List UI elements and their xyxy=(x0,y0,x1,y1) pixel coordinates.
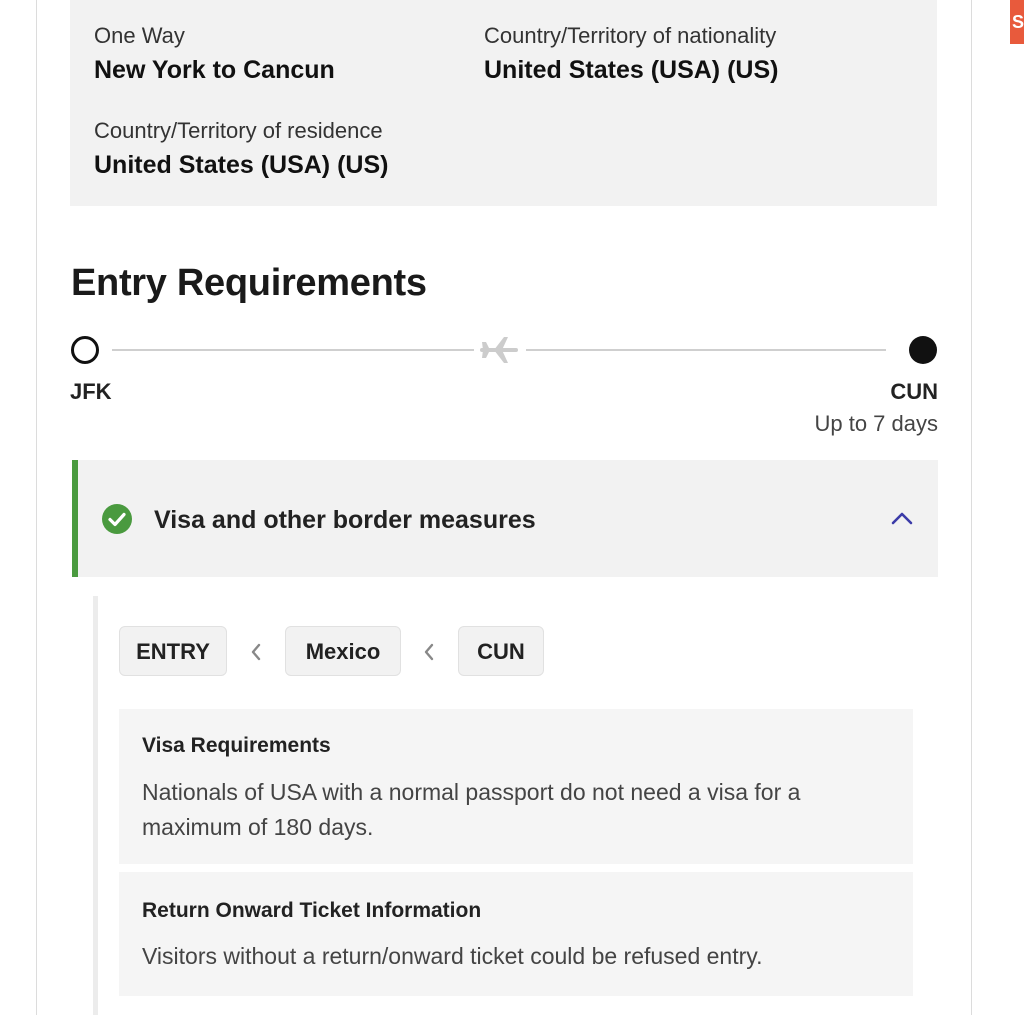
card-body: Visitors without a return/onward ticket could be refused entry. xyxy=(142,943,763,969)
chevron-left-icon xyxy=(423,642,435,662)
card-body: Nationals of USA with a normal passport do not need a visa for a maximum of 180 days. xyxy=(142,779,801,840)
route-line-right xyxy=(526,349,886,351)
origin-code: JFK xyxy=(70,379,112,404)
check-circle-icon xyxy=(102,504,132,534)
visa-border-accordion[interactable] xyxy=(72,460,938,577)
stay-duration: Up to 7 days xyxy=(814,411,938,436)
trip-summary xyxy=(70,0,937,206)
nationality-label: Country/Territory of nationality xyxy=(484,23,777,48)
nationality-value: United States (USA) (US) xyxy=(484,56,779,84)
airplane-icon xyxy=(480,334,518,366)
nationality-block xyxy=(484,22,778,86)
residence-label: Country/Territory of residence xyxy=(94,118,383,143)
card-title: Return Onward Ticket Information xyxy=(142,899,482,922)
trip-type-label: One Way xyxy=(94,23,185,48)
trip-route-value: New York to Cancun xyxy=(94,56,335,84)
destination-node xyxy=(909,336,937,364)
entry-requirements-heading: Entry Requirements xyxy=(71,262,427,304)
visa-requirements-card xyxy=(119,709,913,864)
residence-value: United States (USA) (US) xyxy=(94,151,389,179)
destination-code: CUN xyxy=(890,379,938,404)
origin-node xyxy=(71,336,99,364)
breadcrumb-airport[interactable]: CUN xyxy=(458,626,544,676)
trip-route-block xyxy=(94,22,335,86)
breadcrumb-country[interactable]: Mexico xyxy=(285,626,401,676)
residence-block xyxy=(94,117,388,181)
route-line-left xyxy=(112,349,474,351)
return-ticket-card xyxy=(119,872,913,996)
side-tab[interactable]: S xyxy=(1010,0,1024,44)
detail-rail xyxy=(93,596,98,1015)
card-title: Visa Requirements xyxy=(142,734,331,757)
chevron-left-icon xyxy=(250,642,262,662)
accordion-title: Visa and other border measures xyxy=(154,506,536,534)
chevron-up-icon[interactable] xyxy=(890,508,914,528)
breadcrumb-entry[interactable]: ENTRY xyxy=(119,626,227,676)
route-timeline xyxy=(70,334,938,444)
